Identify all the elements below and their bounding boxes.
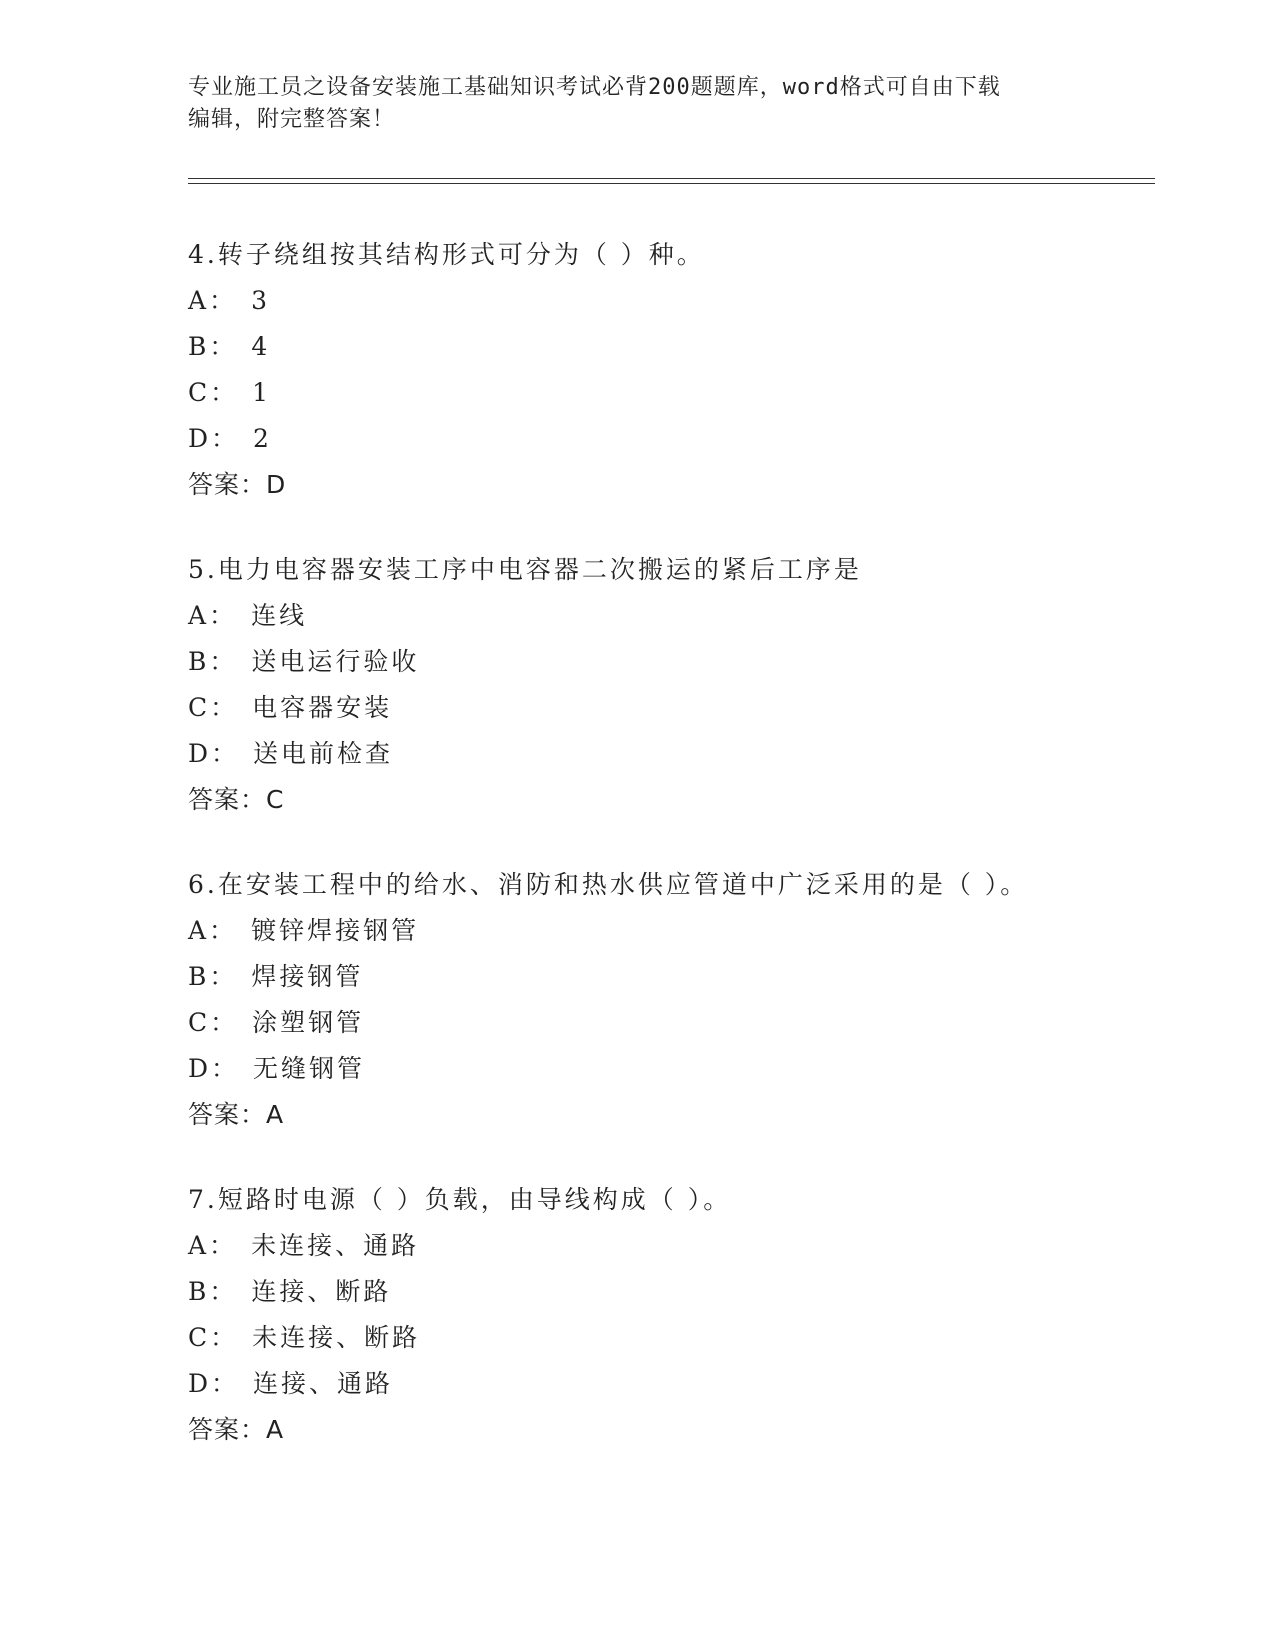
header-divider-top bbox=[188, 178, 1155, 179]
option-letter: C： bbox=[188, 378, 239, 407]
question-5 bbox=[188, 547, 1148, 823]
question-7 bbox=[188, 1177, 1148, 1453]
option-text: 送电运行验收 bbox=[251, 647, 420, 676]
option-letter: A： bbox=[188, 1231, 238, 1260]
option-a bbox=[188, 1223, 1148, 1269]
option-text: 3 bbox=[251, 286, 270, 315]
answer-line: 答案：C bbox=[188, 785, 285, 814]
option-c bbox=[188, 1000, 1148, 1046]
header-line-2: 编辑，附完整答案！ bbox=[188, 107, 396, 132]
option-letter: B： bbox=[188, 962, 238, 991]
option-text: 电容器安装 bbox=[252, 693, 393, 722]
option-a bbox=[188, 908, 1148, 954]
option-b bbox=[188, 324, 1148, 370]
option-text: 4 bbox=[251, 332, 271, 361]
option-letter: A： bbox=[188, 601, 238, 630]
option-text: 2 bbox=[253, 424, 272, 453]
option-letter: D： bbox=[188, 1054, 240, 1083]
document-header bbox=[188, 72, 1088, 136]
option-text: 无缝钢管 bbox=[253, 1054, 366, 1083]
answer-line: 答案：A bbox=[188, 1415, 285, 1444]
option-c bbox=[188, 370, 1148, 416]
answer-line: 答案：D bbox=[188, 470, 287, 499]
option-a bbox=[188, 593, 1148, 639]
option-text: 连接、通路 bbox=[253, 1369, 394, 1398]
option-b bbox=[188, 954, 1148, 1000]
question-title: 6.在安装工程中的给水、消防和热水供应管道中广泛采用的是（ ）。 bbox=[188, 870, 1029, 899]
option-letter: A： bbox=[188, 286, 238, 315]
option-letter: D： bbox=[188, 424, 240, 453]
option-letter: C： bbox=[188, 693, 239, 722]
option-c bbox=[188, 685, 1148, 731]
option-text: 焊接钢管 bbox=[251, 962, 364, 991]
option-letter: C： bbox=[188, 1008, 239, 1037]
header-divider-bottom bbox=[188, 183, 1155, 184]
option-d bbox=[188, 1046, 1148, 1092]
option-letter: C： bbox=[188, 1323, 239, 1352]
option-letter: B： bbox=[188, 1277, 238, 1306]
option-text: 1 bbox=[252, 378, 272, 407]
answer-line: 答案：A bbox=[188, 1100, 285, 1129]
option-letter: D： bbox=[188, 1369, 240, 1398]
option-text: 未连接、断路 bbox=[252, 1323, 421, 1352]
option-letter: A： bbox=[188, 916, 238, 945]
question-title: 4.转子绕组按其结构形式可分为（ ）种。 bbox=[188, 240, 705, 269]
option-c bbox=[188, 1315, 1148, 1361]
question-title: 5.电力电容器安装工序中电容器二次搬运的紧后工序是 bbox=[188, 555, 862, 584]
option-letter: D： bbox=[188, 739, 240, 768]
option-d bbox=[188, 416, 1148, 462]
question-title: 7.短路时电源（ ）负载，由导线构成（ ）。 bbox=[188, 1185, 732, 1214]
option-text: 镀锌焊接钢管 bbox=[251, 916, 420, 945]
option-d bbox=[188, 731, 1148, 777]
question-4 bbox=[188, 232, 1148, 508]
header-line-1: 专业施工员之设备安装施工基础知识考试必背200题题库，word格式可自由下载 bbox=[188, 75, 1001, 100]
option-b bbox=[188, 639, 1148, 685]
option-text: 涂塑钢管 bbox=[252, 1008, 365, 1037]
question-6 bbox=[188, 862, 1148, 1138]
option-d bbox=[188, 1361, 1148, 1407]
option-text: 送电前检查 bbox=[253, 739, 394, 768]
option-text: 连线 bbox=[251, 601, 308, 630]
option-a bbox=[188, 278, 1148, 324]
option-text: 未连接、通路 bbox=[251, 1231, 420, 1260]
option-b bbox=[188, 1269, 1148, 1315]
option-letter: B： bbox=[188, 332, 238, 361]
option-text: 连接、断路 bbox=[251, 1277, 392, 1306]
option-letter: B： bbox=[188, 647, 238, 676]
